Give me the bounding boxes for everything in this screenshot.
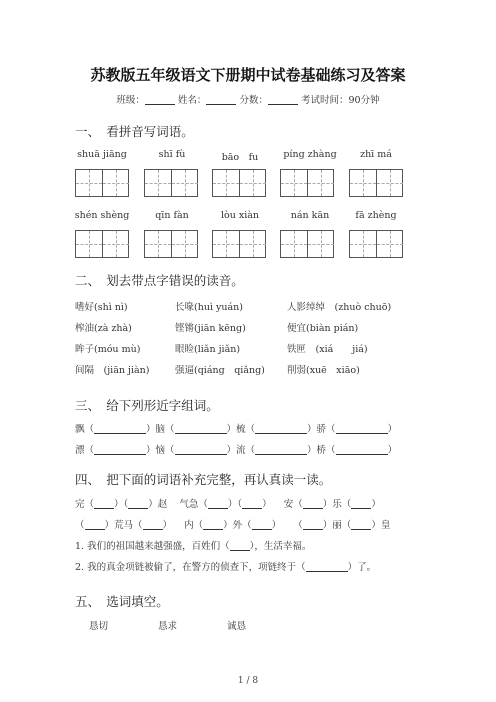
reading-item: 铿锵(jiān kēng) xyxy=(175,323,246,334)
word-group-row xyxy=(75,421,397,435)
idiom-line xyxy=(75,496,381,510)
reading-item: 人影绰绰 (zhuò chuō) xyxy=(287,302,392,313)
reading-item: 榨油(zà zhà) xyxy=(75,323,132,334)
section-3-heading: 三、 给下列形近字组词。 xyxy=(75,398,219,413)
reading-item: 强逼(qiáng qiǎng) xyxy=(175,365,265,376)
answer-blank[interactable] xyxy=(94,498,114,509)
writing-grid[interactable] xyxy=(349,230,403,258)
fill-text: 漂（ xyxy=(75,445,95,456)
writing-grid[interactable] xyxy=(212,169,266,197)
answer-blank[interactable] xyxy=(85,519,105,530)
fill-text: 安（ xyxy=(283,499,303,510)
answer-blank[interactable] xyxy=(306,561,348,572)
section-1-heading: 一、 看拼音写词语。 xyxy=(75,124,194,139)
pinyin-label: lòu xiàn xyxy=(220,210,260,221)
fill-text: （ xyxy=(293,520,303,531)
fill-text: ）（ xyxy=(227,499,243,510)
fill-text: ）脑（ xyxy=(146,424,175,435)
fill-text: ）赵 xyxy=(148,499,168,510)
fill-text: ）荒马（ xyxy=(104,520,143,531)
word-group-row xyxy=(75,442,397,456)
answer-blank[interactable] xyxy=(255,423,307,434)
answer-blank[interactable] xyxy=(128,498,148,509)
fill-text: ）恼（ xyxy=(146,445,175,456)
reading-item: 眸子(móu mù) xyxy=(75,344,141,355)
fill-text: 飘（ xyxy=(75,424,95,435)
fill-text: 内（ xyxy=(184,520,204,531)
writing-grid[interactable] xyxy=(280,230,334,258)
answer-blank[interactable] xyxy=(203,519,223,530)
section-4-heading: 四、 把下面的词语补充完整，再认真读一读。 xyxy=(75,472,332,487)
student-info-line xyxy=(0,92,496,106)
writing-grid[interactable] xyxy=(280,169,334,197)
writing-grid[interactable] xyxy=(144,230,198,258)
pinyin-label: píng zhàng xyxy=(283,149,337,160)
name-blank xyxy=(206,94,236,105)
section-5-heading: 五、 选词填空。 xyxy=(75,594,169,609)
pinyin-label: nán kān xyxy=(290,210,330,221)
section-2-heading: 二、 划去带点字错误的读音。 xyxy=(75,273,244,288)
pinyin-label: zhī má xyxy=(360,149,392,160)
writing-grid[interactable] xyxy=(349,169,403,197)
reading-item: 长喙(huì yuán) xyxy=(175,302,243,313)
answer-blank[interactable] xyxy=(230,540,250,551)
writing-grid[interactable] xyxy=(75,230,129,258)
fill-text: ）骄（ xyxy=(307,424,336,435)
fill-text: ）外（ xyxy=(223,520,252,531)
fill-text: ）皇 xyxy=(371,520,391,531)
class-label: 班级： xyxy=(116,95,145,106)
fill-text: ） xyxy=(371,499,381,510)
page-number: 1 / 8 xyxy=(237,676,259,686)
answer-blank[interactable] xyxy=(351,519,371,530)
pinyin-label: fā zhèng xyxy=(355,210,397,221)
reading-item: 削弱(xuē xiāo) xyxy=(287,365,360,376)
writing-grid[interactable] xyxy=(144,169,198,197)
pinyin-label: shī fù xyxy=(158,149,186,160)
pinyin-label: shuā jiāng xyxy=(77,149,127,160)
class-blank xyxy=(145,94,175,105)
time-label: 考试时间：90分钟 xyxy=(301,95,380,106)
answer-blank[interactable] xyxy=(303,498,323,509)
answer-blank[interactable] xyxy=(94,423,146,434)
score-blank xyxy=(268,94,298,105)
answer-blank[interactable] xyxy=(143,519,163,530)
reading-item: 眼睑(liǎn jiǎn) xyxy=(175,344,241,355)
idiom-line xyxy=(75,517,390,531)
answer-blank[interactable] xyxy=(175,444,227,455)
fill-text: ），生活幸福。 xyxy=(249,541,312,552)
answer-blank[interactable] xyxy=(255,444,307,455)
word-choice: 恳求 xyxy=(158,621,178,632)
word-choice: 恳切 xyxy=(89,621,109,632)
pinyin-label: qīn fàn xyxy=(155,210,189,221)
reading-item: 铁匣 (xiá jiá) xyxy=(287,344,368,355)
answer-blank[interactable] xyxy=(336,423,388,434)
name-label: 姓名： xyxy=(177,95,207,106)
answer-blank[interactable] xyxy=(242,498,262,509)
score-label: 分数： xyxy=(239,95,268,106)
fill-text: ）了。 xyxy=(347,562,377,573)
fill-text: （ xyxy=(75,520,85,531)
fill-text: ） xyxy=(262,499,272,510)
fill-text: ）（ xyxy=(114,499,129,510)
answer-blank[interactable] xyxy=(175,423,227,434)
reading-item: 便宜(biàn pián) xyxy=(287,323,359,334)
fill-text: 气急（ xyxy=(179,499,208,510)
answer-blank[interactable] xyxy=(303,519,323,530)
fill-text: 完（ xyxy=(75,499,95,510)
fill-text: ） xyxy=(387,424,398,435)
answer-blank[interactable] xyxy=(208,498,228,509)
reading-item: 嗜好(shì nì) xyxy=(75,302,128,313)
fill-text: ）梳（ xyxy=(226,424,256,435)
reading-item: 间隔 (jiān jiàn) xyxy=(75,365,150,376)
pinyin-label: shén shèng xyxy=(74,210,130,221)
fill-text: ）流（ xyxy=(226,445,256,456)
fill-text: 1. 我们的祖国越来越强盛，百姓们（ xyxy=(75,541,230,552)
writing-grid[interactable] xyxy=(212,230,266,258)
pinyin-label: bāo fu xyxy=(221,152,259,163)
answer-blank[interactable] xyxy=(252,519,272,530)
fill-text: ）桥（ xyxy=(307,445,336,456)
fill-text: ） xyxy=(387,445,398,456)
answer-blank[interactable] xyxy=(94,444,146,455)
answer-blank[interactable] xyxy=(336,444,388,455)
fill-text: ）乐（ xyxy=(322,499,352,510)
fill-text: ） xyxy=(162,520,173,531)
writing-grid[interactable] xyxy=(75,169,129,197)
question-2 xyxy=(75,559,376,573)
answer-blank[interactable] xyxy=(351,498,371,509)
question-1 xyxy=(75,538,311,552)
fill-text: ）丽（ xyxy=(322,520,352,531)
word-choice: 诚恳 xyxy=(227,621,247,632)
fill-text: ） xyxy=(271,520,282,531)
page-title: 苏教版五年级语文下册期中试卷基础练习及答案 xyxy=(90,66,406,84)
fill-text: 2. 我的真金项链被偷了，在警方的侦查下，项链终于（ xyxy=(75,562,306,573)
